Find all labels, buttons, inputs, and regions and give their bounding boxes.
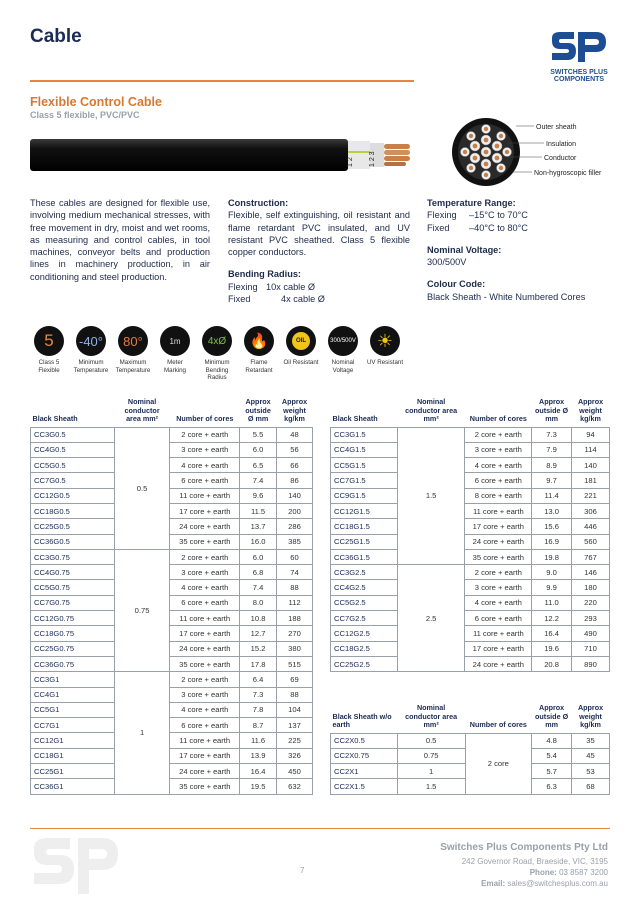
table-row: [31, 733, 313, 748]
cable-code-cell: CC12G1.5: [331, 503, 398, 518]
bending-flexing-row: Flexing 10x cable Ø: [228, 281, 316, 292]
cores-cell: 2 core + earth: [465, 427, 532, 442]
cable-code-cell: CC3G1.5: [331, 427, 398, 442]
weight-cell: 188: [277, 611, 313, 626]
cores-cell: 2 core + earth: [170, 672, 240, 687]
svg-text:1 2: 1 2: [347, 157, 354, 167]
weight-cell: 220: [572, 595, 610, 610]
table-row: [331, 534, 610, 549]
weight-cell: 306: [572, 503, 610, 518]
cores-cell: 35 core + earth: [170, 779, 240, 794]
weight-cell: 385: [277, 534, 313, 549]
conductor-area-cell: 2.5: [397, 565, 465, 672]
cores-cell: 11 core + earth: [170, 611, 240, 626]
weight-cell: 270: [277, 626, 313, 641]
cable-code-cell: CC7G1: [31, 718, 115, 733]
table-row: [31, 641, 313, 656]
outside-diameter-cell: 7.8: [240, 702, 277, 717]
cores-cell: 3 core + earth: [170, 565, 240, 580]
cable-code-cell: CC12G2.5: [331, 626, 398, 641]
table-row: [331, 733, 610, 748]
table-row: [331, 580, 610, 595]
outside-diameter-cell: 10.8: [240, 611, 277, 626]
cable-code-cell: CC12G1: [31, 733, 115, 748]
cores-cell: 17 core + earth: [170, 503, 240, 518]
colour-value: Black Sheath - White Numbered Cores: [427, 291, 586, 302]
cores-cell: 2 core + earth: [465, 565, 532, 580]
outside-diameter-cell: 19.8: [532, 549, 572, 564]
outside-diameter-cell: 12.7: [240, 626, 277, 641]
cores-cell: 2 core + earth: [170, 549, 240, 564]
cable-code-cell: CC5G1: [31, 702, 115, 717]
svg-text:1 2 3: 1 2 3: [369, 151, 376, 167]
outside-diameter-cell: 7.9: [532, 442, 572, 457]
col-header-cores: Number of cores: [469, 720, 527, 729]
cores-cell: 35 core + earth: [170, 534, 240, 549]
cores-cell: 3 core + earth: [465, 580, 532, 595]
temp-heading: Temperature Range:: [427, 198, 516, 208]
cores-cell: 4 core + earth: [170, 458, 240, 473]
cable-code-cell: CC2X0.75: [331, 748, 398, 763]
cable-code-cell: CC12G0.75: [31, 611, 115, 626]
outside-diameter-cell: 13.7: [240, 519, 277, 534]
cable-code-cell: CC25G0.75: [31, 641, 115, 656]
feature-icons: [30, 326, 410, 386]
cable-table-right: [330, 398, 610, 672]
table-row: [31, 565, 313, 580]
table-row: [31, 672, 313, 687]
table-row: [31, 442, 313, 457]
outside-diameter-cell: 13.0: [532, 503, 572, 518]
weight-cell: 286: [277, 519, 313, 534]
table-row: [31, 611, 313, 626]
temp-flexing-row: Flexing –15°C to 70°C: [427, 210, 528, 221]
voltage-icon: 300/500V Nominal Voltage: [324, 326, 362, 374]
weight-cell: 710: [572, 641, 610, 656]
meter-marking-icon: 1m Meter Marking: [156, 326, 194, 374]
table-row: [331, 427, 610, 442]
weight-cell: 86: [277, 473, 313, 488]
outside-diameter-cell: 7.4: [240, 473, 277, 488]
min-temp-icon: -40° Minimum Temperature: [72, 326, 110, 374]
company-address: 242 Governor Road, Braeside, VIC, 3195: [461, 857, 608, 866]
weight-cell: 490: [572, 626, 610, 641]
conductor-area-cell: 1.5: [397, 427, 465, 565]
table-row: [331, 549, 610, 564]
weight-cell: 35: [572, 733, 610, 748]
cable-code-cell: CC4G0.75: [31, 565, 115, 580]
footer-divider: [30, 828, 610, 829]
cores-cell: 2 core: [465, 733, 532, 794]
outside-diameter-cell: 11.0: [532, 595, 572, 610]
col-header-sheath-no-earth: Black Sheath w/o earth: [332, 711, 392, 729]
bending-heading: Bending Radius:: [228, 269, 301, 280]
col-header-area: Nominal conductor area mm²: [405, 703, 458, 729]
conductor-area-cell: 1: [114, 672, 170, 794]
table-row: [31, 427, 313, 442]
company-phone: Phone: 03 8587 3200: [529, 868, 608, 877]
cable-code-cell: CC5G0.75: [31, 580, 115, 595]
cores-cell: 3 core + earth: [170, 687, 240, 702]
weight-cell: 446: [572, 519, 610, 534]
weight-cell: 890: [572, 656, 610, 671]
label-conductor: Conductor: [544, 155, 577, 162]
cores-cell: 3 core + earth: [465, 442, 532, 457]
weight-cell: 450: [277, 764, 313, 779]
outside-diameter-cell: 13.9: [240, 748, 277, 763]
cores-cell: 6 core + earth: [465, 611, 532, 626]
cable-code-cell: CC25G1.5: [331, 534, 398, 549]
col-header-cores: Number of cores: [176, 414, 234, 423]
cable-code-cell: CC4G1.5: [331, 442, 398, 457]
weight-cell: 60: [277, 549, 313, 564]
cores-cell: 11 core + earth: [465, 626, 532, 641]
outside-diameter-cell: 6.5: [240, 458, 277, 473]
conductor-area-cell: 0.75: [397, 748, 465, 763]
weight-cell: 45: [572, 748, 610, 763]
table-row: [331, 595, 610, 610]
cable-table-no-earth: [330, 704, 610, 795]
table-row: [331, 626, 610, 641]
product-title: Flexible Control Cable: [30, 95, 162, 109]
outside-diameter-cell: 11.5: [240, 503, 277, 518]
weight-cell: 140: [277, 488, 313, 503]
outside-diameter-cell: 6.3: [532, 779, 572, 794]
weight-cell: 114: [572, 442, 610, 457]
cable-code-cell: CC2X0.5: [331, 733, 398, 748]
weight-cell: 767: [572, 549, 610, 564]
construction-heading: Construction:: [228, 198, 289, 208]
cores-cell: 17 core + earth: [465, 641, 532, 656]
outside-diameter-cell: 12.2: [532, 611, 572, 626]
conductor-area-cell: 1.5: [397, 779, 465, 794]
outside-diameter-cell: 15.2: [240, 641, 277, 656]
weight-cell: 112: [277, 595, 313, 610]
table-row: [31, 519, 313, 534]
weight-cell: 380: [277, 641, 313, 656]
cores-cell: 4 core + earth: [465, 595, 532, 610]
cores-cell: 6 core + earth: [170, 473, 240, 488]
outside-diameter-cell: 9.0: [532, 565, 572, 580]
page-title: Cable: [30, 26, 82, 47]
cores-cell: 35 core + earth: [465, 549, 532, 564]
cable-code-cell: CC4G0.5: [31, 442, 115, 457]
weight-cell: 140: [572, 458, 610, 473]
cable-code-cell: CC36G1: [31, 779, 115, 794]
cores-cell: 11 core + earth: [465, 503, 532, 518]
outside-diameter-cell: 7.3: [240, 687, 277, 702]
construction-text: Flexible, self extinguishing, oil resistant and flame retardant PVC insulated, and UV resistant PVC sheathed. Class 5 flexible copper conductors.: [228, 210, 410, 258]
oil-icon: OIL Oil Resistant: [282, 326, 320, 367]
table-row: [331, 458, 610, 473]
outside-diameter-cell: 4.8: [532, 733, 572, 748]
outside-diameter-cell: 19.6: [532, 641, 572, 656]
col-header-sheath: Black Sheath: [332, 414, 378, 423]
bending-radius-icon: 4xØ Minimum Bending Radius: [198, 326, 236, 382]
outside-diameter-cell: 9.9: [532, 580, 572, 595]
weight-cell: 68: [572, 779, 610, 794]
specs-block: [427, 197, 607, 303]
conductor-area-cell: 0.5: [397, 733, 465, 748]
cable-code-cell: CC12G0.5: [31, 488, 115, 503]
weight-cell: 48: [277, 427, 313, 442]
cores-cell: 24 core + earth: [465, 534, 532, 549]
cable-code-cell: CC2X1: [331, 764, 398, 779]
cores-cell: 2 core + earth: [170, 427, 240, 442]
label-filler: Non-hygroscopic filler: [534, 170, 602, 177]
cable-code-cell: CC7G0.5: [31, 473, 115, 488]
outside-diameter-cell: 11.4: [532, 488, 572, 503]
table-row: [31, 702, 313, 717]
page-number: 7: [300, 866, 305, 875]
cable-code-cell: CC5G2.5: [331, 595, 398, 610]
outside-diameter-cell: 6.0: [240, 549, 277, 564]
cores-cell: 4 core + earth: [465, 458, 532, 473]
construction-block: [228, 197, 410, 305]
header-divider: [30, 80, 414, 82]
outside-diameter-cell: 6.0: [240, 442, 277, 457]
table-row: [331, 611, 610, 626]
cores-cell: 6 core + earth: [465, 473, 532, 488]
cores-cell: 24 core + earth: [170, 641, 240, 656]
weight-cell: 88: [277, 687, 313, 702]
cable-cross-section: [450, 116, 615, 188]
weight-cell: 180: [572, 580, 610, 595]
colour-heading: Colour Code:: [427, 279, 486, 290]
svg-text:SWITCHES PLUS: SWITCHES PLUS: [550, 69, 608, 76]
cores-cell: 11 core + earth: [170, 733, 240, 748]
cable-code-cell: CC36G1.5: [331, 549, 398, 564]
cores-cell: 3 core + earth: [170, 442, 240, 457]
label-insulation: Insulation: [546, 141, 576, 148]
outside-diameter-cell: 8.7: [240, 718, 277, 733]
conductor-area-cell: 0.75: [114, 549, 170, 671]
flame-icon: 🔥 Flame Retardant: [240, 326, 278, 374]
cores-cell: 8 core + earth: [465, 488, 532, 503]
col-header-outside: Approx outside Ø mm: [535, 397, 569, 423]
max-temp-icon: 80° Maximum Temperature: [114, 326, 152, 374]
description-text: These cables are designed for flexible use, involving medium mechanical stresses, with free movement in dry, moist and wet rooms, as measuring and control cables, in tool machines, conveyor belts and production lines in machinery production, in air conditioning and steel production.: [30, 198, 210, 282]
table-row: [331, 565, 610, 580]
weight-cell: 181: [572, 473, 610, 488]
weight-cell: 137: [277, 718, 313, 733]
cable-code-cell: CC3G1: [31, 672, 115, 687]
cores-cell: 4 core + earth: [170, 702, 240, 717]
weight-cell: 56: [277, 442, 313, 457]
footer-watermark-logo: [28, 834, 123, 898]
table-row: [331, 442, 610, 457]
table-row: [331, 519, 610, 534]
outside-diameter-cell: 6.4: [240, 672, 277, 687]
cores-cell: 24 core + earth: [465, 656, 532, 671]
cable-code-cell: CC25G0.5: [31, 519, 115, 534]
outside-diameter-cell: 16.4: [532, 626, 572, 641]
col-header-outside: Approx outside Ø mm: [535, 703, 569, 729]
table-row: [331, 473, 610, 488]
cable-code-cell: CC36G0.5: [31, 534, 115, 549]
col-header-weight: Approx weight kg/km: [281, 397, 308, 423]
cable-code-cell: CC9G1.5: [331, 488, 398, 503]
weight-cell: 200: [277, 503, 313, 518]
cable-code-cell: CC25G1: [31, 764, 115, 779]
cable-code-cell: CC2X1.5: [331, 779, 398, 794]
cable-code-cell: CC7G1.5: [331, 473, 398, 488]
cores-cell: 11 core + earth: [170, 488, 240, 503]
cable-code-cell: CC3G0.75: [31, 549, 115, 564]
cable-code-cell: CC3G0.5: [31, 427, 115, 442]
label-outer-sheath: Outer sheath: [536, 124, 577, 131]
weight-cell: 560: [572, 534, 610, 549]
cable-code-cell: CC36G0.75: [31, 656, 115, 671]
table-row: [31, 488, 313, 503]
conductor-area-cell: 1: [397, 764, 465, 779]
table-row: [31, 764, 313, 779]
cores-cell: 17 core + earth: [170, 626, 240, 641]
cores-cell: 24 core + earth: [170, 519, 240, 534]
outside-diameter-cell: 20.8: [532, 656, 572, 671]
outside-diameter-cell: 7.4: [240, 580, 277, 595]
cores-cell: 24 core + earth: [170, 764, 240, 779]
outside-diameter-cell: 5.5: [240, 427, 277, 442]
temp-fixed-row: Fixed –40°C to 80°C: [427, 222, 528, 233]
table-row: [31, 687, 313, 702]
weight-cell: 94: [572, 427, 610, 442]
col-header-weight: Approx weight kg/km: [577, 397, 604, 423]
weight-cell: 326: [277, 748, 313, 763]
table-row: [31, 473, 313, 488]
table-row: [31, 580, 313, 595]
weight-cell: 225: [277, 733, 313, 748]
outside-diameter-cell: 16.9: [532, 534, 572, 549]
table-row: [31, 534, 313, 549]
cable-table-left: [30, 398, 313, 795]
table-row: [31, 748, 313, 763]
company-name: Switches Plus Components Pty Ltd: [440, 842, 608, 853]
cores-cell: 6 core + earth: [170, 595, 240, 610]
cable-code-cell: CC4G1: [31, 687, 115, 702]
table-row: [31, 503, 313, 518]
cable-code-cell: CC5G0.5: [31, 458, 115, 473]
col-header-outside: Approx outside Ø mm: [245, 397, 271, 423]
outside-diameter-cell: 5.7: [532, 764, 572, 779]
cable-code-cell: CC18G0.75: [31, 626, 115, 641]
cable-code-cell: CC25G2.5: [331, 656, 398, 671]
outside-diameter-cell: 16.0: [240, 534, 277, 549]
col-header-cores: Number of cores: [469, 414, 527, 423]
cable-code-cell: CC5G1.5: [331, 458, 398, 473]
cable-code-cell: CC7G0.75: [31, 595, 115, 610]
weight-cell: 293: [572, 611, 610, 626]
outside-diameter-cell: 15.6: [532, 519, 572, 534]
cable-code-cell: CC18G1.5: [331, 519, 398, 534]
outside-diameter-cell: 8.0: [240, 595, 277, 610]
weight-cell: 515: [277, 656, 313, 671]
weight-cell: 53: [572, 764, 610, 779]
outside-diameter-cell: 9.7: [532, 473, 572, 488]
col-header-weight: Approx weight kg/km: [577, 703, 604, 729]
table-row: [331, 488, 610, 503]
cable-code-cell: CC18G2.5: [331, 641, 398, 656]
cable-code-cell: CC4G2.5: [331, 580, 398, 595]
outside-diameter-cell: 17.8: [240, 656, 277, 671]
bending-fixed-row: Fixed 4x cable Ø: [228, 294, 325, 305]
table-row: [331, 656, 610, 671]
svg-text:COMPONENTS: COMPONENTS: [553, 76, 605, 82]
company-logo: [548, 30, 610, 82]
cores-cell: 35 core + earth: [170, 656, 240, 671]
weight-cell: 146: [572, 565, 610, 580]
table-row: [31, 779, 313, 794]
col-header-area: Nominal conductor area mm²: [124, 397, 160, 423]
table-row: [31, 718, 313, 733]
weight-cell: 69: [277, 672, 313, 687]
weight-cell: 88: [277, 580, 313, 595]
table-row: [31, 458, 313, 473]
cable-code-cell: CC18G1: [31, 748, 115, 763]
outside-diameter-cell: 16.4: [240, 764, 277, 779]
weight-cell: 104: [277, 702, 313, 717]
table-row: [31, 595, 313, 610]
cores-cell: 6 core + earth: [170, 718, 240, 733]
table-row: [31, 656, 313, 671]
weight-cell: 66: [277, 458, 313, 473]
weight-cell: 632: [277, 779, 313, 794]
outside-diameter-cell: 7.3: [532, 427, 572, 442]
weight-cell: 221: [572, 488, 610, 503]
table-row: [31, 549, 313, 564]
product-subtitle: Class 5 flexible, PVC/PVC: [30, 110, 140, 120]
cable-code-cell: CC7G2.5: [331, 611, 398, 626]
company-contact: [380, 856, 608, 889]
voltage-heading: Nominal Voltage:: [427, 244, 502, 255]
class5-icon: 5 Class 5 Flexible: [30, 326, 68, 374]
cores-cell: 4 core + earth: [170, 580, 240, 595]
cores-cell: 17 core + earth: [465, 519, 532, 534]
table-row: [331, 641, 610, 656]
col-header-sheath: Black Sheath: [32, 414, 78, 423]
sp-logo-icon: [548, 30, 610, 82]
cable-image: [30, 133, 420, 179]
weight-cell: 74: [277, 565, 313, 580]
conductor-area-cell: 0.5: [114, 427, 170, 549]
outside-diameter-cell: 19.5: [240, 779, 277, 794]
table-row: [31, 626, 313, 641]
company-email[interactable]: Email: sales@switchesplus.com.au: [481, 879, 608, 888]
outside-diameter-cell: 5.4: [532, 748, 572, 763]
outside-diameter-cell: 11.6: [240, 733, 277, 748]
cores-cell: 17 core + earth: [170, 748, 240, 763]
uv-icon: ☀ UV Resistant: [366, 326, 404, 367]
voltage-value: 300/500V: [427, 257, 467, 268]
outside-diameter-cell: 6.8: [240, 565, 277, 580]
cable-code-cell: CC18G0.5: [31, 503, 115, 518]
col-header-area: Nominal conductor area mm²: [405, 397, 458, 423]
cable-code-cell: CC3G2.5: [331, 565, 398, 580]
table-row: [331, 503, 610, 518]
outside-diameter-cell: 9.6: [240, 488, 277, 503]
outside-diameter-cell: 8.9: [532, 458, 572, 473]
